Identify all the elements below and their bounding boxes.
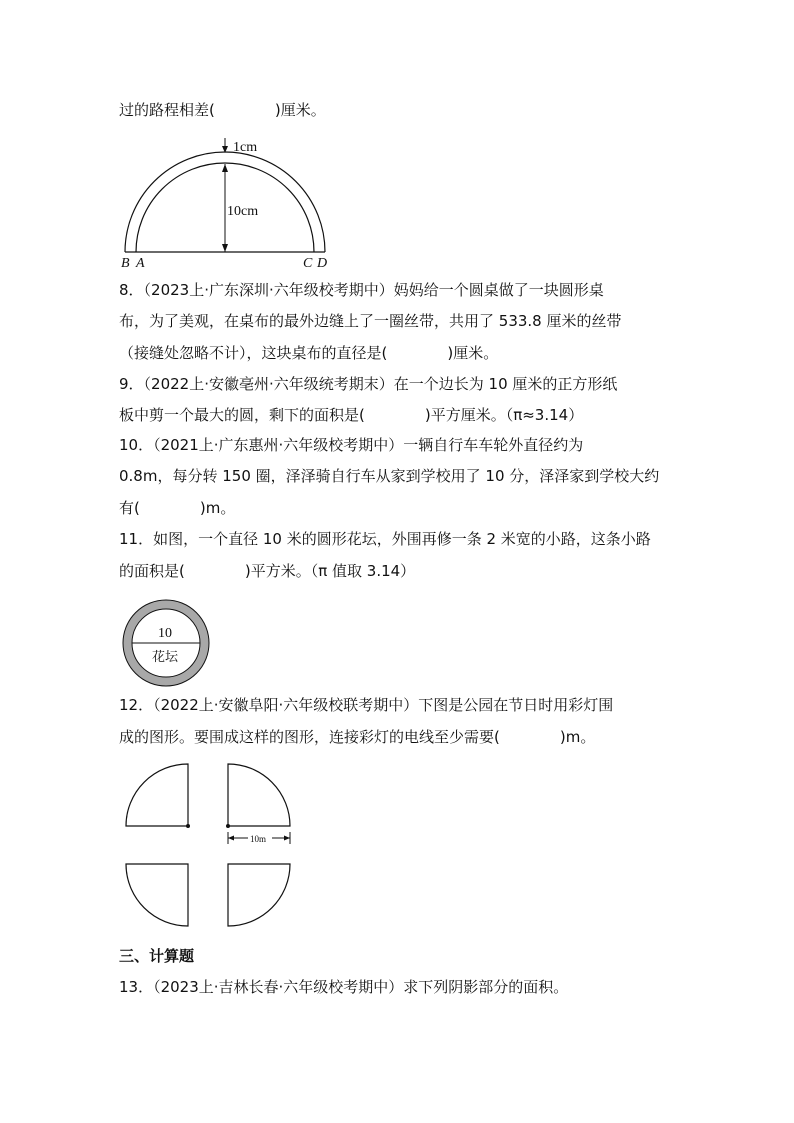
label-huatan: 花坛 [152, 650, 179, 665]
q7-end-line: 过的路程相差( )厘米。 [119, 101, 326, 119]
q11-line-1: 11．如图，一个直径 10 米的圆形花坛，外围再修一条 2 米宽的小路，这条小路 [119, 530, 651, 548]
q12-line-1: 12．（2022上·安徽阜阳·六年级校联考期中）下图是公园在节日时用彩灯围 [119, 696, 614, 714]
arch-figure [115, 132, 335, 272]
quarter-top-right [228, 764, 290, 826]
q12-line-2: 成的图形。要围成这样的图形，连接彩灯的电线至少需要( )m。 [119, 728, 596, 746]
label-10: 10 [158, 626, 172, 641]
q10-line-2: 0.8m，每分转 150 圈，泽泽骑自行车从家到学校用了 10 分，泽泽家到学校大约 [119, 467, 660, 485]
point-B: B [121, 256, 130, 271]
quarter-top-right-center [226, 824, 230, 828]
quarter-top-left [126, 764, 188, 826]
point-A: A [136, 256, 145, 271]
q9-line-1: 9．（2022上·安徽亳州·六年级统考期末）在一个边长为 10 厘米的正方形纸 [119, 375, 618, 393]
quarter-bottom-right [228, 864, 290, 926]
radius-arrow-top [222, 164, 228, 172]
label-1cm: 1cm [233, 140, 258, 155]
flowerbed-figure [120, 597, 212, 689]
point-D: D [317, 256, 328, 271]
q8-line-3: （接缝处忽略不计），这块桌布的直径是( )厘米。 [119, 344, 499, 362]
q9-line-2: 板中剪一个最大的圆，剩下的面积是( )平方厘米。（π≈3.14） [119, 406, 584, 424]
q8-line-2: 布，为了美观，在桌布的最外边缝上了一圈丝带，共用了 533.8 厘米的丝带 [119, 312, 622, 330]
label-10cm: 10cm [227, 204, 259, 219]
q10-line-3: 有( )m。 [119, 499, 236, 517]
q11-line-2: 的面积是( )平方米。（π 值取 3.14） [119, 562, 416, 580]
q13-line: 13．（2023上·吉林长春·六年级校考期中）求下列阴影部分的面积。 [119, 978, 569, 996]
point-C: C [303, 256, 313, 271]
quarter-top-left-center [186, 824, 190, 828]
radius-arrow-bottom [222, 244, 228, 252]
quarters-figure [120, 760, 300, 932]
label-10m: 10m [250, 834, 267, 844]
q8-line-1: 8．（2023上·广东深圳·六年级校考期中）妈妈给一个圆桌做了一块圆形桌 [119, 281, 604, 299]
quarter-bottom-left [126, 864, 188, 926]
section-3-heading: 三、计算题 [119, 947, 195, 965]
q10-line-1: 10．（2021上·广东惠州·六年级校考期中）一辆自行车车轮外直径约为 [119, 436, 584, 454]
